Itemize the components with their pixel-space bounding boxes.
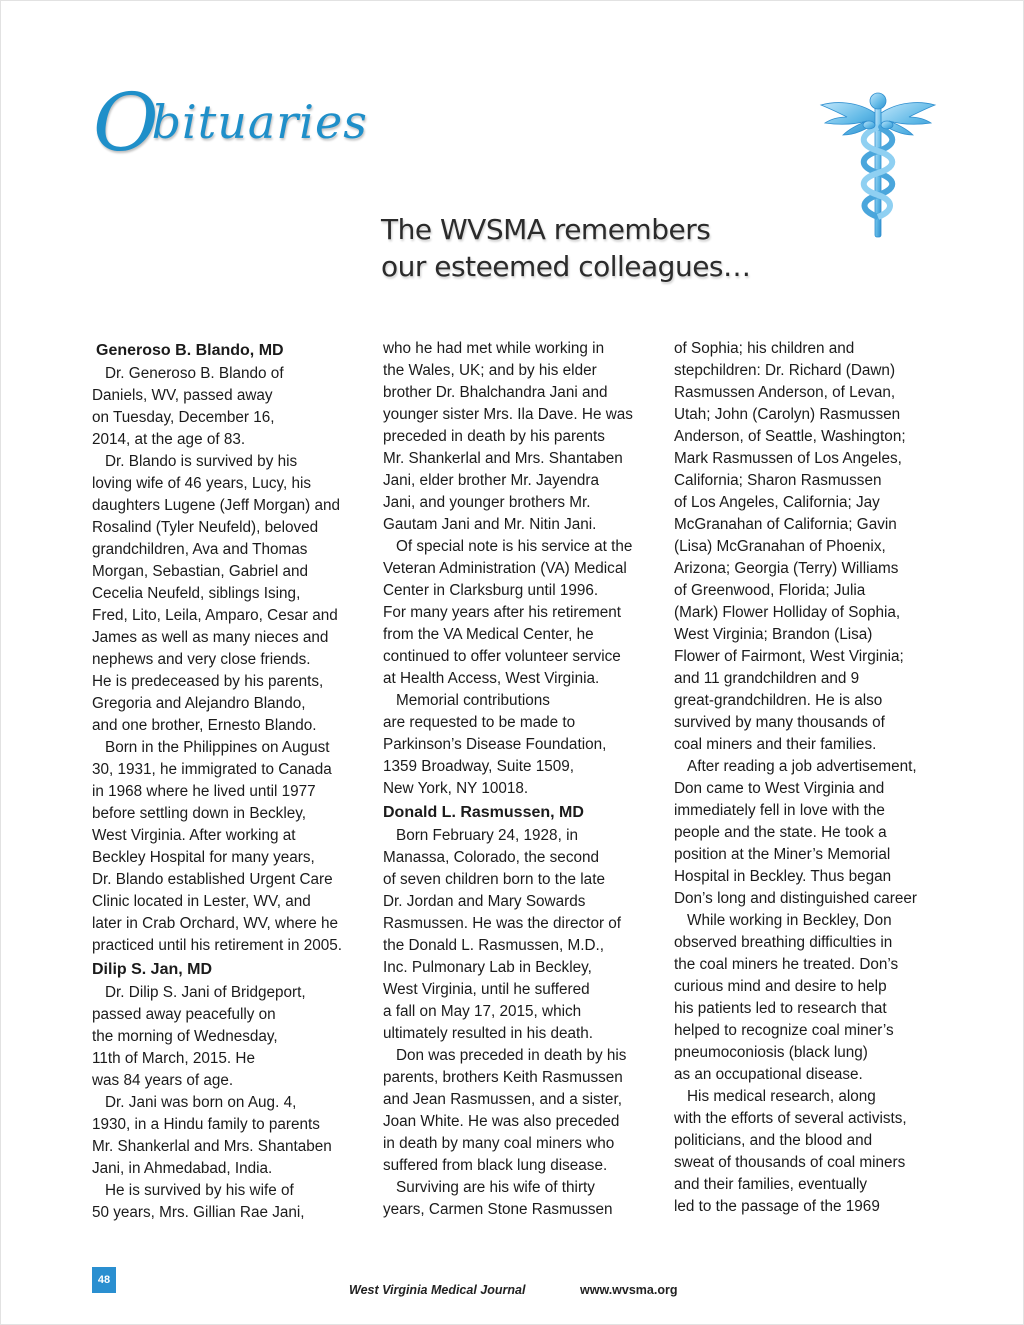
obituary-paragraph [674,338,949,756]
page-subtitle [381,211,801,285]
text-line: are requested to be made to [383,714,576,731]
text-column-1 [92,338,367,1224]
text-line: Dr. Generoso B. Blando of [105,365,284,382]
journal-name: West Virginia Medical Journal [349,1283,526,1297]
text-line: in 1968 where he lived until 1977 [92,783,316,800]
text-line: at Health Access, West Virginia. [383,670,600,687]
text-line: and one brother, Ernesto Blando. [92,717,317,734]
text-line: younger sister Mrs. Ila Dave. He was [383,406,633,423]
text-line: on Tuesday, December 16, [92,409,275,426]
text-line: Don came to West Virginia and [674,780,885,797]
text-line: Rosalind (Tyler Neufeld), beloved [92,519,319,536]
text-line: preceded in death by his parents [383,428,605,445]
text-line: Born February 24, 1928, in [396,827,578,844]
text-line: before settling down in Beckley, [92,805,306,822]
text-line: McGranahan of California; Gavin [674,516,897,533]
obituary-paragraph [383,338,658,536]
text-line: nephews and very close friends. [92,651,311,668]
text-line: 30, 1931, he immigrated to Canada [92,761,332,778]
text-line: Hospital in Beckley. Thus began [674,868,892,885]
text-line: Morgan, Sebastian, Gabriel and [92,563,308,580]
text-line: Manassa, Colorado, the second [383,849,599,866]
obituary-paragraph [383,536,658,690]
website-link[interactable]: www.wvsma.org [580,1283,678,1297]
text-line: passed away peacefully on [92,1006,276,1023]
obituary-paragraph [92,737,367,957]
text-line: in death by many coal miners who [383,1135,615,1152]
text-line: curious mind and desire to help [674,978,887,995]
text-column-3 [674,338,949,1218]
text-line: Memorial contributions [396,692,550,709]
text-line: loving wife of 46 years, Lucy, his [92,475,312,492]
text-line: Jani, and younger brothers Mr. [383,494,591,511]
text-line: position at the Miner’s Memorial [674,846,891,863]
obituary-paragraph [674,756,949,910]
section-title-initial: O [93,76,160,169]
text-line: ultimately resulted in his death. [383,1025,594,1042]
text-line: Dr. Jani was born on Aug. 4, [105,1094,297,1111]
obituary-paragraph [383,690,658,800]
text-line: and Jean Rasmussen, and a sister, [383,1091,622,1108]
text-line: the morning of Wednesday, [92,1028,278,1045]
text-column-2 [383,338,658,1221]
text-line: (Mark) Flower Holliday of Sophia, [674,604,901,621]
section-masthead [93,67,413,167]
text-line: and 11 grandchildren and 9 [674,670,860,687]
text-line: of Los Angeles, California; Jay [674,494,880,511]
text-line: later in Crab Orchard, WV, where he [92,915,338,932]
text-line: and their families, eventually [674,1176,868,1193]
text-line: Arizona; Georgia (Terry) Williams [674,560,899,577]
page-number-badge: 48 [92,1267,116,1293]
text-line: grandchildren, Ava and Thomas [92,541,308,558]
obituary-paragraph [674,910,949,1086]
subtitle-line-1: The WVSMA remembers [381,213,711,246]
text-line: politicians, and the blood and [674,1132,873,1149]
text-line: his patients led to research that [674,1000,887,1017]
text-line: 2014, at the age of 83. [92,431,246,448]
text-line: Rasmussen. He was the director of [383,915,622,932]
obituary-paragraph [383,825,658,1045]
text-line: Fred, Lito, Leila, Amparo, Cesar and [92,607,338,624]
text-line: 1930, in a Hindu family to parents [92,1116,320,1133]
obituary-heading: Dilip S. Jan, MD [92,961,213,978]
text-line: Dr. Blando is survived by his [105,453,298,470]
text-line: Utah; John (Carolyn) Rasmussen [674,406,901,423]
text-line: the coal miners he treated. Don’s [674,956,899,973]
obituary-paragraph [383,1045,658,1177]
text-line: Dr. Dilip S. Jani of Bridgeport, [105,984,306,1001]
text-line: great-grandchildren. He is also [674,692,883,709]
text-line: Jani, in Ahmedabad, India. [92,1160,273,1177]
text-line: Beckley Hospital for many years, [92,849,315,866]
text-line: After reading a job advertisement, [687,758,917,775]
text-line: helped to recognize coal miner’s [674,1022,894,1039]
text-line: Dr. Jordan and Mary Sowards [383,893,586,910]
text-line: Of special note is his service at the [396,538,633,555]
text-line: coal miners and their families. [674,736,877,753]
text-line: Parkinson’s Disease Foundation, [383,736,607,753]
text-line: of seven children born to the late [383,871,605,888]
text-line: of Sophia; his children and [674,340,855,357]
text-line: practiced until his retirement in 2005. [92,937,342,954]
text-line: immediately fell in love with the [674,802,885,819]
text-line: pneumoconiosis (black lung) [674,1044,868,1061]
text-line: from the VA Medical Center, he [383,626,594,643]
text-line: the Donald L. Rasmussen, M.D., [383,937,605,954]
text-line: Mr. Shankerlal and Mrs. Shantaben [92,1138,332,1155]
text-line: 50 years, Mrs. Gillian Rae Jani, [92,1204,305,1221]
text-line: Mark Rasmussen of Los Angeles, [674,450,902,467]
text-line: Flower of Fairmont, West Virginia; [674,648,904,665]
text-line: Joan White. He was also preceded [383,1113,620,1130]
text-line: Mr. Shankerlal and Mrs. Shantaben [383,450,623,467]
text-line: (Lisa) McGranahan of Phoenix, [674,538,886,555]
text-line: West Virginia. After working at [92,827,296,844]
text-line: Gautam Jani and Mr. Nitin Jani. [383,516,597,533]
text-line: led to the passage of the 1969 [674,1198,880,1215]
text-line: West Virginia; Brandon (Lisa) [674,626,873,643]
text-line: Center in Clarksburg until 1996. [383,582,599,599]
section-title-rest: bituaries [151,95,368,149]
text-line: survived by many thousands of [674,714,885,731]
text-line: Don’s long and distinguished career [674,890,917,907]
text-line: Cecelia Neufeld, siblings Ising, [92,585,301,602]
text-line: He is survived by his wife of [105,1182,294,1199]
text-line: with the efforts of several activists, [674,1110,907,1127]
text-line: people and the state. He took a [674,824,887,841]
text-line: as an occupational disease. [674,1066,863,1083]
text-line: brother Dr. Bhalchandra Jani and [383,384,608,401]
text-line: of Greenwood, Florida; Julia [674,582,866,599]
text-line: parents, brothers Keith Rasmussen [383,1069,623,1086]
obituary-paragraph [674,1086,949,1218]
text-line: Jani, elder brother Mr. Jayendra [383,472,599,489]
obituary-paragraph [92,451,367,737]
text-line: Clinic located in Lester, WV, and [92,893,311,910]
text-line: daughters Lugene (Jeff Morgan) and [92,497,341,514]
text-line: While working in Beckley, Don [687,912,892,929]
text-line: His medical research, along [687,1088,876,1105]
text-line: a fall on May 17, 2015, which [383,1003,582,1020]
text-line: For many years after his retirement [383,604,622,621]
section-title [93,76,368,169]
text-line: Don was preceded in death by his [396,1047,627,1064]
text-line: James as well as many nieces and [92,629,329,646]
obituary-paragraph [92,1092,367,1180]
text-line: Dr. Blando established Urgent Care [92,871,333,888]
text-line: the Wales, UK; and by his elder [383,362,597,379]
obituary-paragraph [383,1177,658,1221]
text-line: 11th of March, 2015. He [92,1050,255,1067]
text-line: He is predeceased by his parents, [92,673,324,690]
text-line: California; Sharon Rasmussen [674,472,882,489]
subtitle-line-2: our esteemed colleagues… [381,250,751,283]
obituary-paragraph [92,363,367,451]
text-line: Born in the Philippines on August [105,739,330,756]
obituary-paragraph [92,1180,367,1224]
text-line: sweat of thousands of coal miners [674,1154,906,1171]
page-footer [1,1267,1024,1307]
text-line: stepchildren: Dr. Richard (Dawn) [674,362,896,379]
text-line: Gregoria and Alejandro Blando, [92,695,306,712]
obituary-paragraph [92,982,367,1092]
text-line: 1359 Broadway, Suite 1509, [383,758,575,775]
text-line: Inc. Pulmonary Lab in Beckley, [383,959,592,976]
text-line: Rasmussen Anderson, of Levan, [674,384,896,401]
text-line: New York, NY 10018. [383,780,529,797]
text-line: who he had met while working in [383,340,605,357]
obituary-heading: Donald L. Rasmussen, MD [383,804,584,821]
text-line: suffered from black lung disease. [383,1157,608,1174]
caduceus-icon [817,83,939,243]
obituary-heading: Generoso B. Blando, MD [96,342,284,359]
text-line: Veteran Administration (VA) Medical [383,560,627,577]
text-line: West Virginia, until he suffered [383,981,590,998]
text-line: Daniels, WV, passed away [92,387,273,404]
text-line: Anderson, of Seattle, Washington; [674,428,906,445]
text-line: was 84 years of age. [92,1072,234,1089]
text-line: observed breathing difficulties in [674,934,893,951]
text-line: continued to offer volunteer service [383,648,621,665]
text-line: years, Carmen Stone Rasmussen [383,1201,613,1218]
text-line: Surviving are his wife of thirty [396,1179,595,1196]
